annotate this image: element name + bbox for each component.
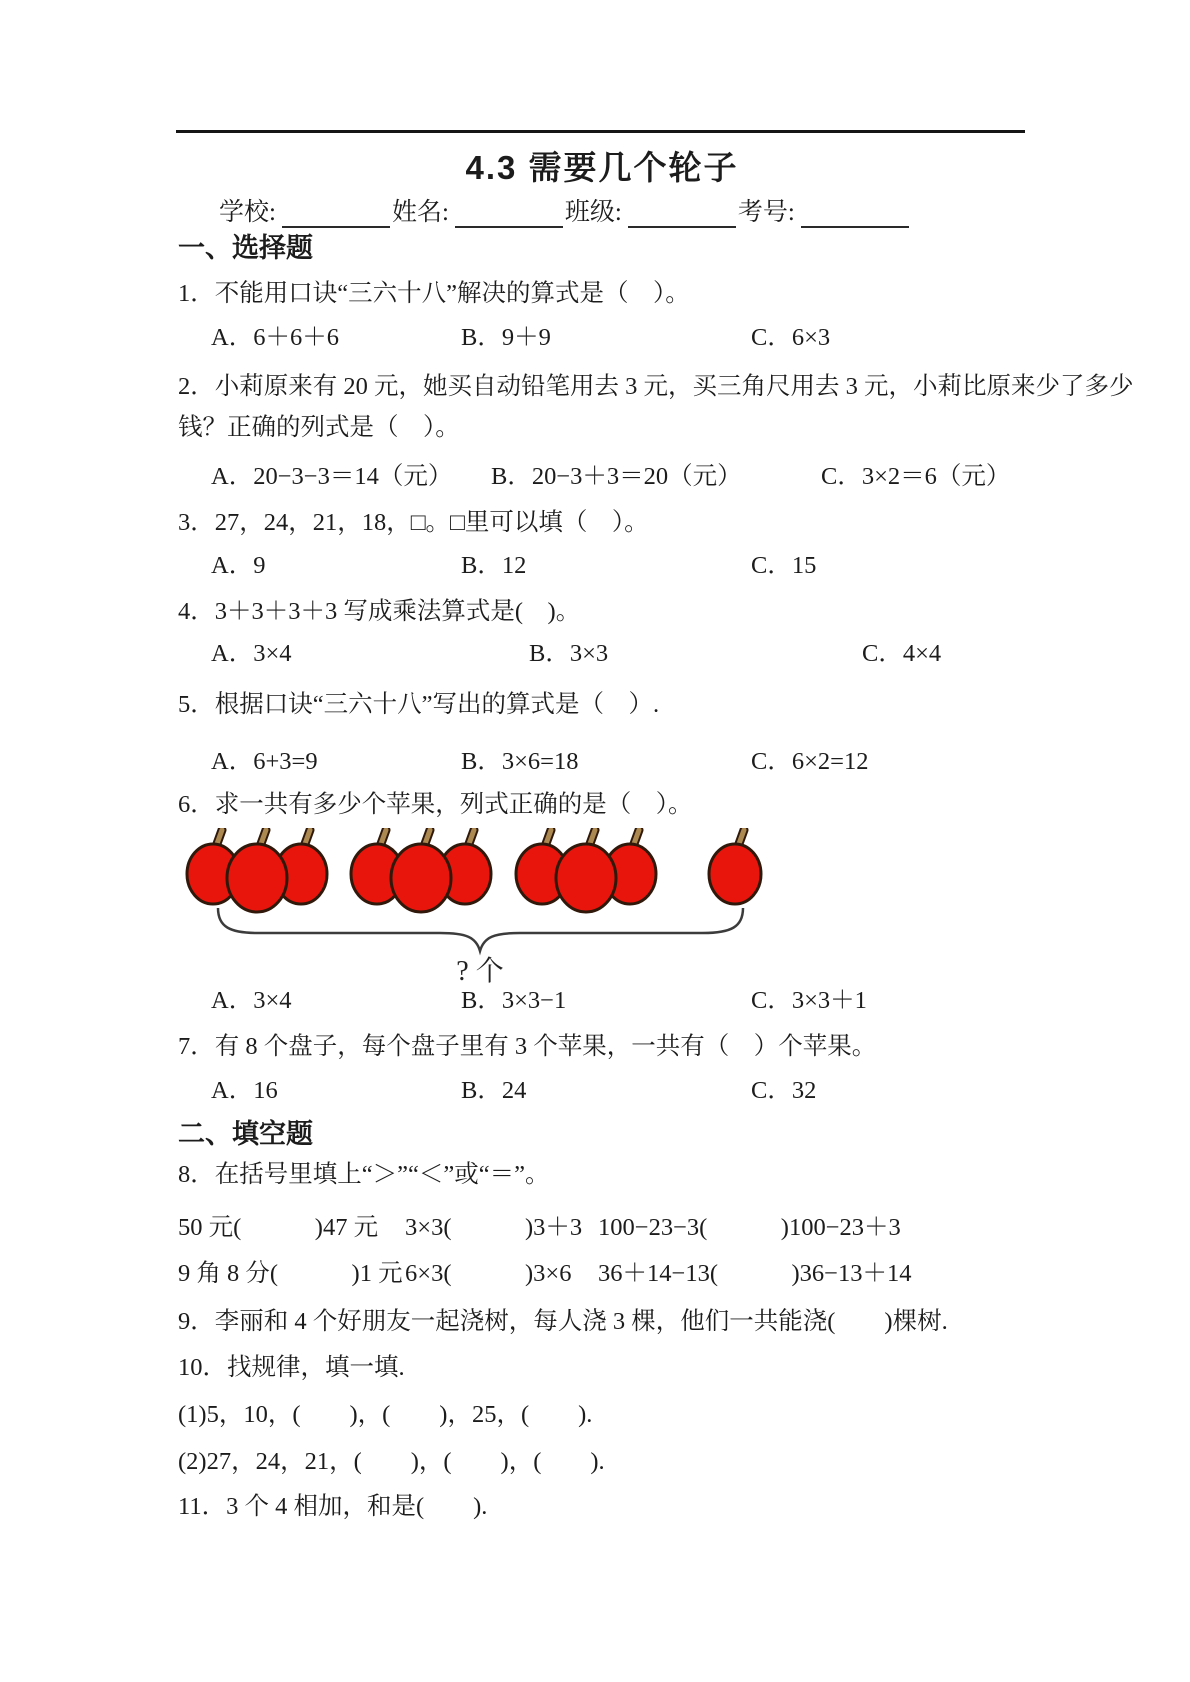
q2-options: [211, 462, 1026, 492]
q5-options: [211, 747, 1026, 777]
q8-item-3: 100−23−3( )100−23＋3: [598, 1214, 901, 1241]
top-rule: [176, 130, 1025, 133]
q6-option-c: C．3×3＋1: [751, 987, 867, 1014]
q2-option-c: C．3×2＝6（元）: [821, 463, 1011, 490]
q5-option-b: B．3×6=18: [461, 748, 579, 775]
q8-item-6: 36＋14−13( )36−13＋14: [598, 1260, 912, 1287]
q1-option-c: C．6×3: [751, 324, 831, 351]
q7-option-a: A．16: [211, 1077, 278, 1104]
q8-compare-row-1: [178, 1213, 1026, 1243]
examno-blank: [801, 200, 909, 228]
q8-item-1: 50 元( )47 元: [178, 1214, 379, 1241]
q7-options: [211, 1076, 1026, 1106]
q2-option-a: A．20−3−3＝14（元）: [211, 463, 453, 490]
q2-text-line1: 2．小莉原来有 20 元，她买自动铅笔用去 3 元，买三角尺用去 3 元，小莉比原来少了多少: [178, 373, 1134, 400]
q8-compare-row-2: [178, 1259, 1026, 1289]
apples-figure: [178, 828, 1026, 990]
q1-option-a: A．6＋6＋6: [211, 324, 339, 351]
section-fill-heading: 二、填空题: [178, 1119, 313, 1149]
q11-text: 11．3 个 4 相加，和是( ).: [178, 1493, 488, 1520]
q3-option-a: A．9: [211, 552, 266, 579]
q9-text: 9．李丽和 4 个好朋友一起浇树，每人浇 3 棵，他们一共能浇( )棵树.: [178, 1308, 948, 1335]
q10-sub1: (1)5，10，( )，( )，25，( ).: [178, 1401, 593, 1428]
q3-option-c: C．15: [751, 552, 817, 579]
q4-option-b: B．3×3: [529, 640, 609, 667]
q4-option-a: A．3×4: [211, 640, 292, 667]
examno-field: [738, 192, 909, 228]
school-label: 学校:: [219, 199, 276, 226]
name-blank: [455, 200, 563, 228]
apple-icon: [227, 830, 287, 912]
q3-options: [211, 551, 1026, 581]
school-field: [219, 192, 390, 228]
q6-option-a: A．3×4: [211, 987, 292, 1014]
student-info-header: [219, 192, 911, 228]
q8-item-4: 9 角 8 分( )1 元: [178, 1260, 403, 1287]
q6-option-b: B．3×3−1: [461, 987, 567, 1014]
q7-option-c: C．32: [751, 1077, 817, 1104]
apple-icon: [391, 830, 451, 912]
apple-icon: [709, 830, 761, 904]
q5-option-a: A．6+3=9: [211, 748, 318, 775]
name-field: [392, 192, 563, 228]
q4-option-c: C．4×4: [862, 640, 942, 667]
q1-option-b: B．9＋9: [461, 324, 551, 351]
q7-option-b: B．24: [461, 1077, 527, 1104]
school-blank: [282, 200, 390, 228]
q10-sub2: (2)27，24，21，( )，( )，( ).: [178, 1448, 605, 1475]
q8-text: 8．在括号里填上“＞”“＜”或“＝”。: [178, 1161, 550, 1188]
section-choice-heading: 一、选择题: [178, 233, 313, 263]
class-label: 班级:: [564, 199, 622, 226]
q8-item-5: 6×3( )3×6: [405, 1260, 572, 1287]
q7-text: 7．有 8 个盘子，每个盘子里有 3 个苹果，一共有（ ）个苹果。: [178, 1033, 877, 1060]
q3-text: 3．27，24，21，18，□。□里可以填（ ）。: [178, 509, 649, 536]
q3-option-b: B．12: [461, 552, 527, 579]
q4-text: 4．3＋3＋3＋3 写成乘法算式是( )。: [178, 598, 581, 625]
q6-options: [211, 986, 1026, 1016]
q10-text: 10．找规律，填一填.: [178, 1354, 405, 1381]
examno-label: 考号:: [737, 199, 795, 226]
brace-icon: [218, 908, 743, 951]
q1-options: [211, 323, 1026, 353]
q2-text-line2: 钱？正确的列式是（ ）。: [178, 414, 460, 441]
q2-option-b: B．20−3＋3＝20（元）: [491, 463, 742, 490]
figure-count-label: ? 个: [456, 956, 504, 987]
apple-icon: [556, 830, 616, 912]
class-field: [565, 192, 736, 228]
name-label: 姓名:: [391, 199, 449, 226]
q8-item-2: 3×3( )3＋3: [405, 1214, 583, 1241]
q5-option-c: C．6×2=12: [751, 748, 869, 775]
q5-text: 5．根据口诀“三六十八”写出的算式是（ ）.: [178, 691, 660, 718]
q6-text: 6．求一共有多少个苹果，列式正确的是（ ）。: [178, 791, 693, 818]
q4-options: [211, 639, 1026, 669]
q1-text: 1．不能用口诀“三六十八”解决的算式是（ ）。: [178, 280, 690, 307]
page-title: 4.3 需要几个轮子: [465, 149, 739, 186]
class-blank: [628, 200, 736, 228]
